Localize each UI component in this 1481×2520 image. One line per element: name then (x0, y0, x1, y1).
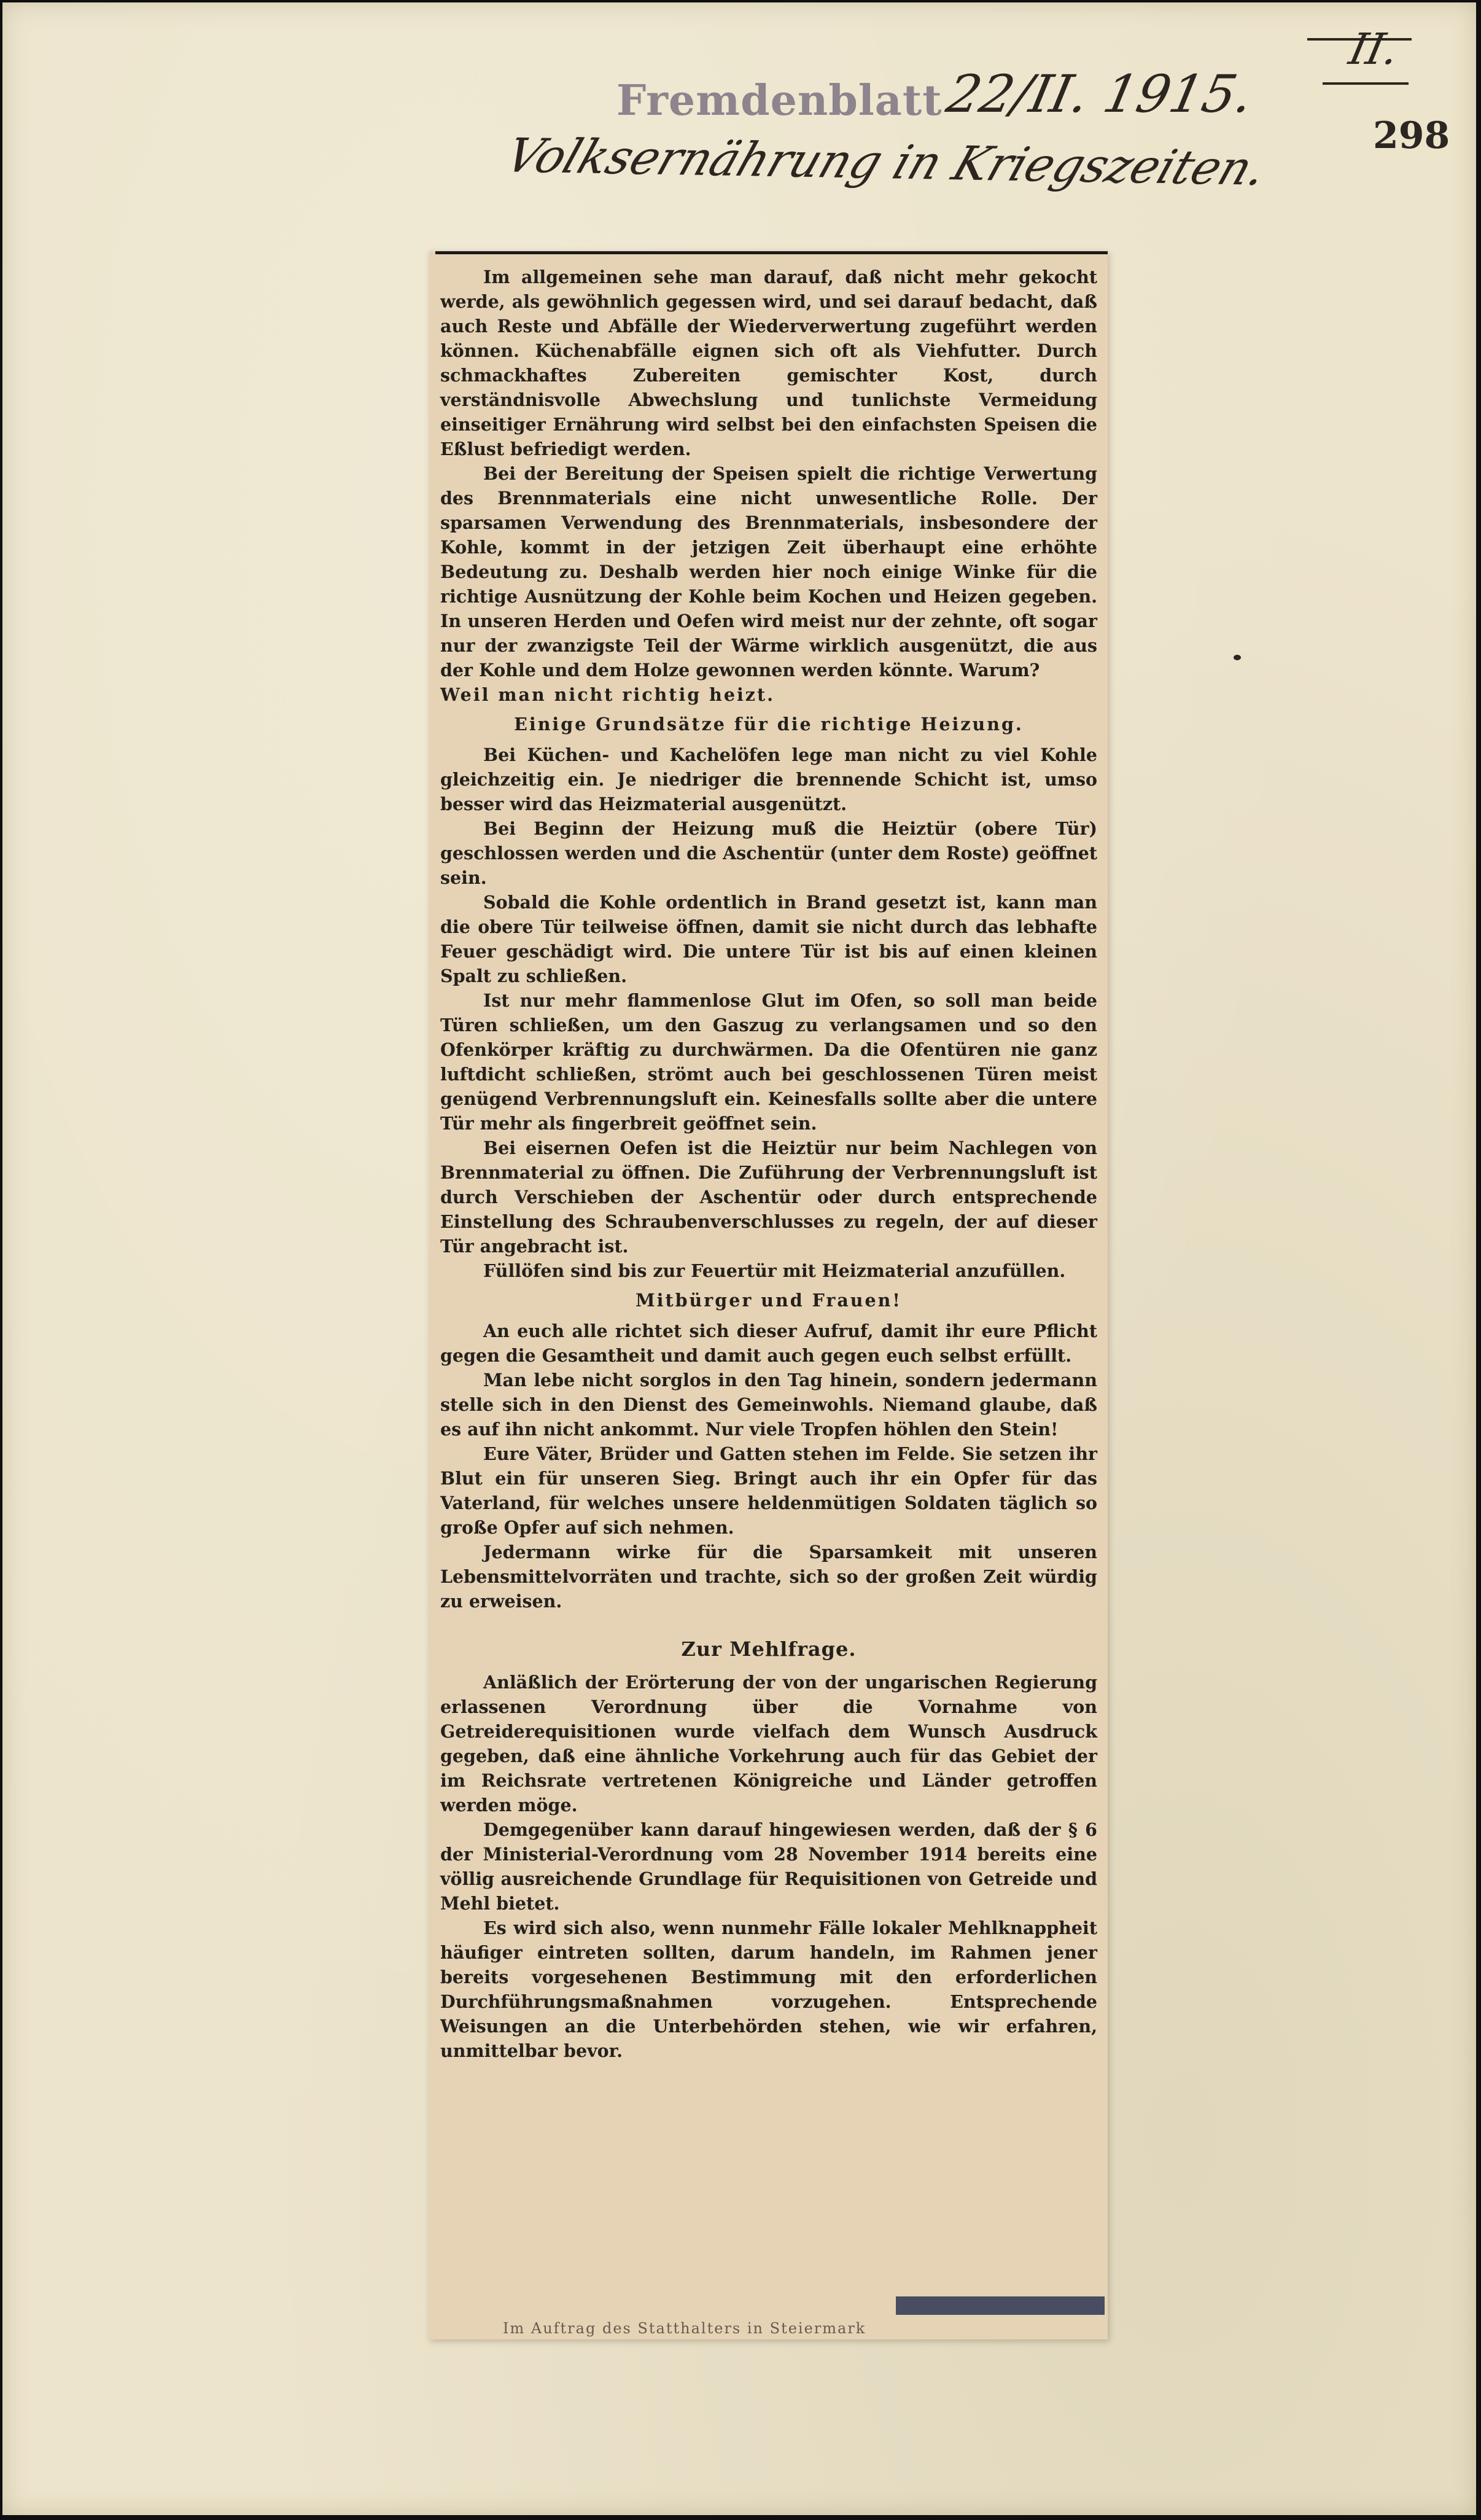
appeal-paragraph: Eure Väter, Brüder und Gatten stehen im Felde. Sie setzen ihr Blut ein für unseren Sieg. Bringt auch ihr ein Opfer für das Vaterland, für welches unsere heldenmütigen Soldaten täglich so große Opfer auf sich nehmen. (440, 1443, 1097, 1538)
ink-spot (1234, 655, 1241, 660)
flour-paragraph: Anläßlich der Erörterung der von der ungarischen Regierung erlassenen Verordnung über die Vornahme von Getreiderequisitionen wurde vielfach dem Wunsch Ausdruck gegeben, daß eine ähnliche Vorkehrung auch für das Gebiet der im Reichsrate vertretenen Königreiche und Länder getroffen werden möge. (440, 1672, 1097, 1816)
heating-heading: Einige Grundsätze für die richtige Heizung. (514, 714, 1024, 735)
handwritten-roman-numeral: II. (1345, 24, 1404, 74)
folio-number: 298 (1373, 114, 1450, 157)
blue-pencil-mark (896, 2296, 1105, 2315)
appeal-heading: Mitbürger und Frauen! (636, 1290, 902, 1311)
heating-paragraph: Bei Beginn der Heizung muß die Heiztür (obere Tür) geschlossen werden und die Aschentür (unter dem Roste) geöffnet sein. (440, 818, 1097, 888)
flour-paragraph: Demgegenüber kann darauf hingewiesen werden, daß der § 6 der Ministerial-Verordnung vom 28 November 1914 bereits eine völlig ausreichende Grundlage für Requisitionen von Getreide und Mehl bietet. (440, 1819, 1097, 1914)
handwritten-date: 22/II. 1915. (941, 64, 1259, 124)
flour-paragraph: Es wird sich also, wenn nunmehr Fälle lokaler Mehlknappheit häufiger eintreten sollten, darum handeln, im Rahmen jener bereits vorgesehenen Bestimmung mit den erforderlichen Durchführungsmaßnahmen vorzugehen. Entsprechende Weisungen an die Unterbehörden stehen, wie wir erfahren, unmittelbar bevor. (440, 1917, 1097, 2061)
heating-paragraph: Bei eisernen Oefen ist die Heiztür nur beim Nachlegen von Brennmaterial zu öffnen. Die Zuführung der Verbrennungsluft ist durch Verschieben der Aschentür oder durch entsprechende Einstellung des Schraubenverschlusses zu regeln, der auf dieser Tür angebracht ist. (440, 1137, 1097, 1257)
heating-paragraph: Sobald die Kohle ordentlich in Brand gesetzt ist, kann man die obere Tür teilweise öffnen, damit sie nicht durch das lebhafte Feuer geschädigt wird. Die untere Tür ist bis auf einen kleinen Spalt zu schließen. (440, 892, 1097, 986)
handwritten-title: Volksernährung in Kriegszeiten. (499, 128, 1275, 196)
newspaper-clipping (429, 251, 1108, 2339)
heating-paragraph: Ist nur mehr flammenlose Glut im Ofen, so soll man beide Türen schließen, um den Gaszug zu verlangsamen und so den Ofenkörper kräftig zu durchwärmen. Da die Ofentüren nie ganz luftdicht schließen, strömt auch bei geschlossenen Türen meist genügend Verbrennungsluft ein. Keinesfalls sollte aber die untere Tür mehr als fingerbreit geöffnet sein. (440, 990, 1097, 1134)
article-body (440, 265, 1097, 2063)
appeal-paragraph: An euch alle richtet sich dieser Aufruf, damit ihr eure Pflicht gegen die Gesamtheit und damit auch gegen euch selbst erfüllt. (440, 1320, 1097, 1366)
clipping-top-rule (435, 251, 1108, 254)
newspaper-stamp: Fremdenblatt (616, 76, 943, 125)
article-paragraph: Im allgemeinen sehe man darauf, daß nicht mehr gekocht werde, als gewöhnlich gegessen wird, und sei darauf bedacht, daß auch Reste und Abfälle der Wiederverwertung zugeführt werden können. Küchenabfälle eignen sich oft als Viehfutter. Durch schmackhaftes Zubereiten gemischter Kost, durch verständnisvolle Abwechslung und tunlichste Vermeidung einseitiger Ernährung wird selbst bei den einfachsten Speisen die Eßlust befriedigt werden. (440, 267, 1097, 459)
roman-underline (1323, 82, 1409, 85)
appeal-paragraph: Jedermann wirke für die Sparsamkeit mit unseren Lebensmittelvorräten und trachte, sich so der großen Zeit würdig zu erweisen. (440, 1542, 1097, 1612)
archive-sheet (2, 2, 1476, 2515)
heating-paragraph: Füllöfen sind bis zur Feuertür mit Heizmaterial anzufüllen. (483, 1260, 1066, 1281)
flour-heading: Zur Mehlfrage. (681, 1637, 857, 1661)
heating-paragraph: Bei Küchen- und Kachelöfen lege man nicht zu viel Kohle gleichzeitig ein. Je niedriger die brennende Schicht ist, umso besser wird das Heizmaterial ausgenützt. (440, 744, 1097, 814)
article-paragraph: Bei der Bereitung der Speisen spielt die richtige Verwertung des Brennmaterials eine nicht unwesentliche Rolle. Der sparsamen Verwendung des Brennmaterials, insbesondere der Kohle, kommt in der jetzigen Zeit überhaupt eine erhöhte Bedeutung zu. Deshalb werden hier noch einige Winke für die richtige Ausnützung der Kohle beim Kochen und Heizen gegeben. In unseren Herden und Oefen wird meist nur der zehnte, oft sogar nur der zwanzigste Teil der Wärme wirklich ausgenützt, die aus der Kohle und dem Holze gewonnen werden könnte. Warum? (440, 463, 1097, 681)
why-line: Weil man nicht richtig heizt. (440, 684, 775, 705)
cut-off-line: Im Auftrag des Statthalters in Steiermark (503, 2320, 866, 2337)
appeal-paragraph: Man lebe nicht sorglos in den Tag hinein, sondern jedermann stelle sich in den Dienst des Gemeinwohls. Niemand glaube, daß es auf ihn nicht ankommt. Nur viele Tropfen höhlen den Stein! (440, 1370, 1097, 1440)
